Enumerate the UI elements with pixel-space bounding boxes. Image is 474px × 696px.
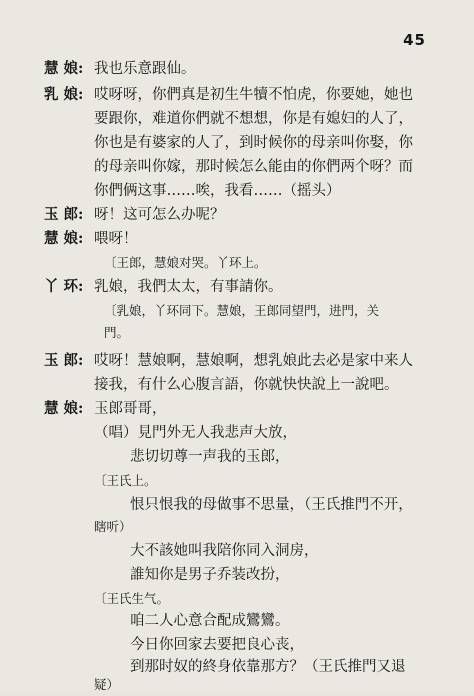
dialogue-text: 大不該她叫我陪你同入洞房， (130, 543, 319, 559)
speaker-label: 慧 娘: (44, 400, 84, 417)
script-line (94, 374, 399, 396)
speaker-label: 乳 娘: (44, 86, 84, 103)
dialogue-text: 的母亲叫你嫁，那时候怎么能由的你們两个呀？而 (94, 159, 413, 175)
stage-direction-text: 〔乳娘，丫环同下。慧娘，王郎同望門，进門，关 (104, 303, 380, 318)
stage-direction-text: 瞎听） (94, 519, 132, 534)
speaker-label: 玉 郎: (44, 206, 84, 223)
stage-direction-text: 〔王氏生气。 (94, 591, 170, 606)
stage-direction (94, 516, 132, 538)
sung-line (130, 564, 290, 586)
stage-direction (104, 322, 129, 344)
dialogue-text: 悲切切尊一声我的玉郎， (130, 449, 290, 465)
dialogue-text: 要跟你，难道你們就不想想，你是有媳妇的人了， (94, 111, 413, 127)
script-line (94, 132, 413, 154)
dialogue-text: 今日你回家去要把良心丧， (130, 637, 304, 653)
stage-direction (94, 674, 119, 696)
dialogue-text: 你也是有婆家的人了，到时候你的母亲叫你娶，你 (94, 135, 413, 151)
page-number: 45 (403, 31, 426, 49)
script-line (94, 180, 341, 202)
speaker-label: 慧 娘: (44, 230, 84, 247)
dialogue-text: 接我，有什么心腹言語，你就快快說上一說吧。 (94, 377, 399, 393)
dialogue-text: 我也乐意跟仙。 (94, 61, 196, 77)
sung-line (130, 446, 290, 468)
speaker-label: 慧 娘: (44, 60, 84, 77)
sung-line (130, 610, 290, 632)
speaker-label: 玉 郎: (44, 352, 84, 369)
stage-direction (94, 470, 157, 492)
dialogue-text: 咱二人心意合配成鸞鸞。 (130, 613, 290, 629)
stage-direction (94, 588, 169, 610)
stage-direction-text: 疑） (94, 677, 120, 692)
dialogue-text: 哎呀！慧娘啊，慧娘啊，想乳娘此去必是家中来人 (94, 353, 413, 369)
sung-line (94, 422, 297, 444)
sung-line (130, 656, 406, 678)
dialogue-text: （唱）見門外无人我悲声大放， (94, 425, 297, 441)
dialogue-text: 玉郎哥哥， (94, 401, 167, 417)
script-line (94, 156, 413, 178)
dialogue-text: 呀！这可怎么办呢？ (94, 207, 225, 223)
stage-direction-text: 門。 (104, 325, 130, 340)
dialogue-text: 誰知你是男子乔装改扮， (130, 567, 290, 583)
dialogue-text: 你們俩这事……唉，我看……（摇头） (94, 183, 341, 199)
dialogue-text: 喂呀！ (94, 231, 138, 247)
dialogue-text: 恨只恨我的母做事不思量，（王氏推門不开， (130, 497, 413, 513)
dialogue-text: 乳娘，我們太太，有事請你。 (94, 279, 283, 295)
sung-line (130, 540, 319, 562)
script-line (94, 108, 413, 130)
sung-line (130, 634, 304, 656)
stage-direction-text: 〔王氏上。 (94, 473, 157, 488)
sung-line (130, 494, 413, 516)
speaker-label: 丫 环: (44, 278, 84, 295)
stage-direction-text: 〔王郎，慧娘对哭。丫环上。 (104, 255, 267, 270)
dialogue-text: 哎呀呀，你們真是初生牛犢不怕虎，你要她，她也 (94, 87, 413, 103)
stage-direction (104, 300, 379, 322)
stage-direction (104, 252, 267, 274)
dialogue-text: 到那时奴的終身依靠那方？（王氏推門又退 (130, 659, 406, 675)
